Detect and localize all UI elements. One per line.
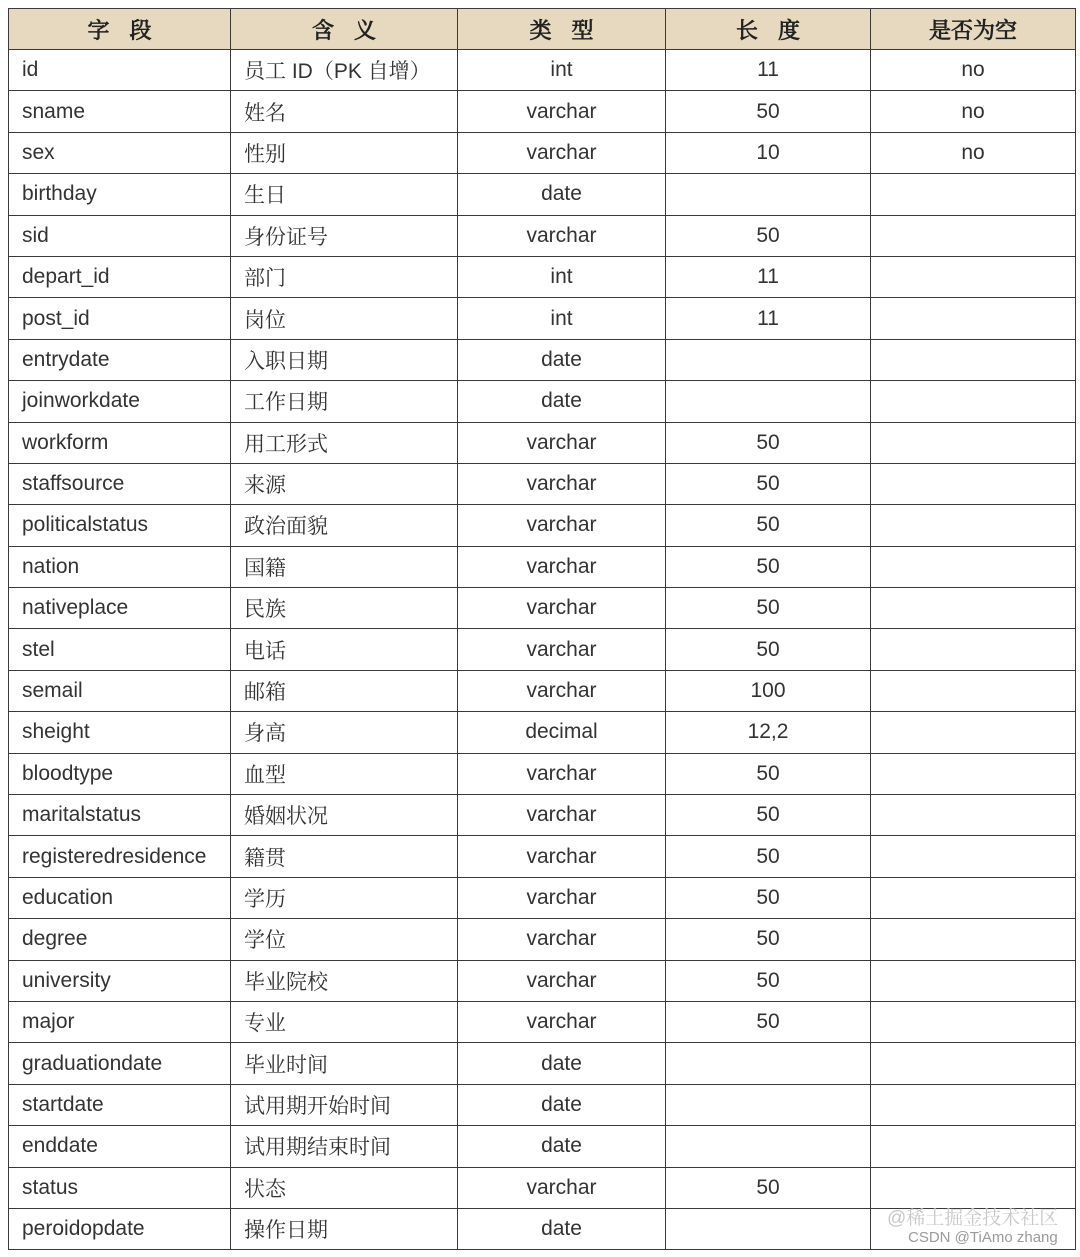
cell-meaning: 血型 xyxy=(231,754,458,795)
cell-type: decimal xyxy=(458,712,666,753)
cell-type: varchar xyxy=(458,1002,666,1043)
cell-length xyxy=(666,174,871,215)
cell-length xyxy=(666,1043,871,1084)
cell-field: status xyxy=(9,1168,231,1209)
cell-meaning: 学位 xyxy=(231,919,458,960)
schema-table xyxy=(8,8,1076,1250)
cell-meaning: 邮箱 xyxy=(231,671,458,712)
cell-meaning: 操作日期 xyxy=(231,1209,458,1250)
cell-field: maritalstatus xyxy=(9,795,231,836)
cell-type: date xyxy=(458,1085,666,1126)
cell-nullable xyxy=(871,257,1076,298)
watermark-site: @稀土掘金技术社区 xyxy=(887,1208,1059,1229)
cell-length: 50 xyxy=(666,505,871,546)
cell-type: varchar xyxy=(458,588,666,629)
cell-meaning: 入职日期 xyxy=(231,340,458,381)
cell-nullable xyxy=(871,547,1076,588)
cell-field: nativeplace xyxy=(9,588,231,629)
cell-meaning: 毕业时间 xyxy=(231,1043,458,1084)
cell-nullable xyxy=(871,505,1076,546)
cell-type: int xyxy=(458,257,666,298)
cell-meaning: 用工形式 xyxy=(231,423,458,464)
cell-meaning: 专业 xyxy=(231,1002,458,1043)
cell-length: 50 xyxy=(666,836,871,877)
cell-type: varchar xyxy=(458,878,666,919)
cell-length xyxy=(666,1126,871,1167)
cell-nullable xyxy=(871,919,1076,960)
cell-field: post_id xyxy=(9,298,231,339)
cell-meaning: 工作日期 xyxy=(231,381,458,422)
cell-type: varchar xyxy=(458,464,666,505)
cell-field: joinworkdate xyxy=(9,381,231,422)
cell-length: 50 xyxy=(666,961,871,1002)
cell-length: 11 xyxy=(666,298,871,339)
cell-nullable xyxy=(871,340,1076,381)
cell-field: graduationdate xyxy=(9,1043,231,1084)
cell-nullable xyxy=(871,1126,1076,1167)
cell-type: varchar xyxy=(458,671,666,712)
cell-meaning: 性别 xyxy=(231,133,458,174)
cell-meaning: 员工 ID（PK 自增） xyxy=(231,50,458,91)
cell-field: semail xyxy=(9,671,231,712)
cell-length: 50 xyxy=(666,423,871,464)
cell-length: 10 xyxy=(666,133,871,174)
cell-meaning: 身高 xyxy=(231,712,458,753)
cell-length: 50 xyxy=(666,795,871,836)
cell-nullable xyxy=(871,1043,1076,1084)
cell-type: int xyxy=(458,298,666,339)
cell-nullable xyxy=(871,1002,1076,1043)
cell-meaning: 姓名 xyxy=(231,91,458,132)
cell-field: education xyxy=(9,878,231,919)
cell-length: 50 xyxy=(666,878,871,919)
cell-meaning: 学历 xyxy=(231,878,458,919)
cell-field: university xyxy=(9,961,231,1002)
cell-length: 50 xyxy=(666,754,871,795)
cell-nullable: no xyxy=(871,133,1076,174)
cell-nullable: no xyxy=(871,91,1076,132)
cell-nullable xyxy=(871,381,1076,422)
cell-length: 50 xyxy=(666,1168,871,1209)
cell-length: 100 xyxy=(666,671,871,712)
cell-length xyxy=(666,381,871,422)
cell-type: varchar xyxy=(458,919,666,960)
cell-type: date xyxy=(458,174,666,215)
cell-meaning: 部门 xyxy=(231,257,458,298)
cell-field: workform xyxy=(9,423,231,464)
cell-type: date xyxy=(458,340,666,381)
cell-type: int xyxy=(458,50,666,91)
cell-length xyxy=(666,340,871,381)
cell-nullable xyxy=(871,174,1076,215)
header-length: 长 度 xyxy=(666,9,871,50)
cell-field: birthday xyxy=(9,174,231,215)
cell-length: 50 xyxy=(666,919,871,960)
cell-type: date xyxy=(458,381,666,422)
cell-nullable xyxy=(871,878,1076,919)
cell-meaning: 岗位 xyxy=(231,298,458,339)
cell-field: depart_id xyxy=(9,257,231,298)
cell-nullable xyxy=(871,298,1076,339)
cell-type: varchar xyxy=(458,836,666,877)
cell-nullable xyxy=(871,836,1076,877)
cell-length: 50 xyxy=(666,1002,871,1043)
cell-nullable xyxy=(871,423,1076,464)
cell-field: enddate xyxy=(9,1126,231,1167)
cell-type: varchar xyxy=(458,547,666,588)
cell-nullable xyxy=(871,464,1076,505)
cell-type: varchar xyxy=(458,216,666,257)
cell-length xyxy=(666,1209,871,1250)
cell-nullable xyxy=(871,795,1076,836)
cell-length: 50 xyxy=(666,588,871,629)
cell-type: varchar xyxy=(458,91,666,132)
cell-field: staffsource xyxy=(9,464,231,505)
cell-meaning: 生日 xyxy=(231,174,458,215)
cell-nullable xyxy=(871,216,1076,257)
cell-type: varchar xyxy=(458,423,666,464)
cell-length: 50 xyxy=(666,629,871,670)
cell-length: 50 xyxy=(666,216,871,257)
cell-nullable xyxy=(871,712,1076,753)
cell-meaning: 国籍 xyxy=(231,547,458,588)
cell-meaning: 民族 xyxy=(231,588,458,629)
cell-field: sex xyxy=(9,133,231,174)
cell-meaning: 籍贯 xyxy=(231,836,458,877)
cell-length xyxy=(666,1085,871,1126)
header-type: 类 型 xyxy=(458,9,666,50)
cell-nullable xyxy=(871,588,1076,629)
cell-field: nation xyxy=(9,547,231,588)
cell-meaning: 来源 xyxy=(231,464,458,505)
cell-type: date xyxy=(458,1126,666,1167)
cell-type: varchar xyxy=(458,1168,666,1209)
cell-meaning: 毕业院校 xyxy=(231,961,458,1002)
cell-meaning: 试用期结束时间 xyxy=(231,1126,458,1167)
cell-type: varchar xyxy=(458,505,666,546)
cell-nullable xyxy=(871,961,1076,1002)
cell-length: 12,2 xyxy=(666,712,871,753)
cell-field: stel xyxy=(9,629,231,670)
cell-type: date xyxy=(458,1209,666,1250)
watermark-author: CSDN @TiAmo zhang xyxy=(908,1229,1058,1246)
cell-field: bloodtype xyxy=(9,754,231,795)
cell-field: sheight xyxy=(9,712,231,753)
cell-type: varchar xyxy=(458,961,666,1002)
cell-nullable xyxy=(871,629,1076,670)
cell-meaning: 婚姻状况 xyxy=(231,795,458,836)
cell-field: degree xyxy=(9,919,231,960)
cell-field: major xyxy=(9,1002,231,1043)
header-meaning: 含 义 xyxy=(231,9,458,50)
cell-meaning: 状态 xyxy=(231,1168,458,1209)
cell-type: varchar xyxy=(458,795,666,836)
cell-type: date xyxy=(458,1043,666,1084)
cell-field: id xyxy=(9,50,231,91)
cell-meaning: 身份证号 xyxy=(231,216,458,257)
cell-nullable: no xyxy=(871,50,1076,91)
cell-field: registeredresidence xyxy=(9,836,231,877)
cell-meaning: 政治面貌 xyxy=(231,505,458,546)
cell-nullable xyxy=(871,1085,1076,1126)
cell-nullable xyxy=(871,754,1076,795)
cell-field: entrydate xyxy=(9,340,231,381)
cell-length: 11 xyxy=(666,257,871,298)
cell-field: startdate xyxy=(9,1085,231,1126)
cell-length: 11 xyxy=(666,50,871,91)
header-field: 字 段 xyxy=(9,9,231,50)
cell-type: varchar xyxy=(458,754,666,795)
cell-field: sname xyxy=(9,91,231,132)
cell-nullable xyxy=(871,671,1076,712)
cell-meaning: 试用期开始时间 xyxy=(231,1085,458,1126)
cell-length: 50 xyxy=(666,91,871,132)
cell-field: politicalstatus xyxy=(9,505,231,546)
cell-type: varchar xyxy=(458,629,666,670)
cell-field: sid xyxy=(9,216,231,257)
cell-type: varchar xyxy=(458,133,666,174)
cell-meaning: 电话 xyxy=(231,629,458,670)
header-nullable: 是否为空 xyxy=(871,9,1076,50)
cell-field: peroidopdate xyxy=(9,1209,231,1250)
cell-length: 50 xyxy=(666,547,871,588)
cell-length: 50 xyxy=(666,464,871,505)
